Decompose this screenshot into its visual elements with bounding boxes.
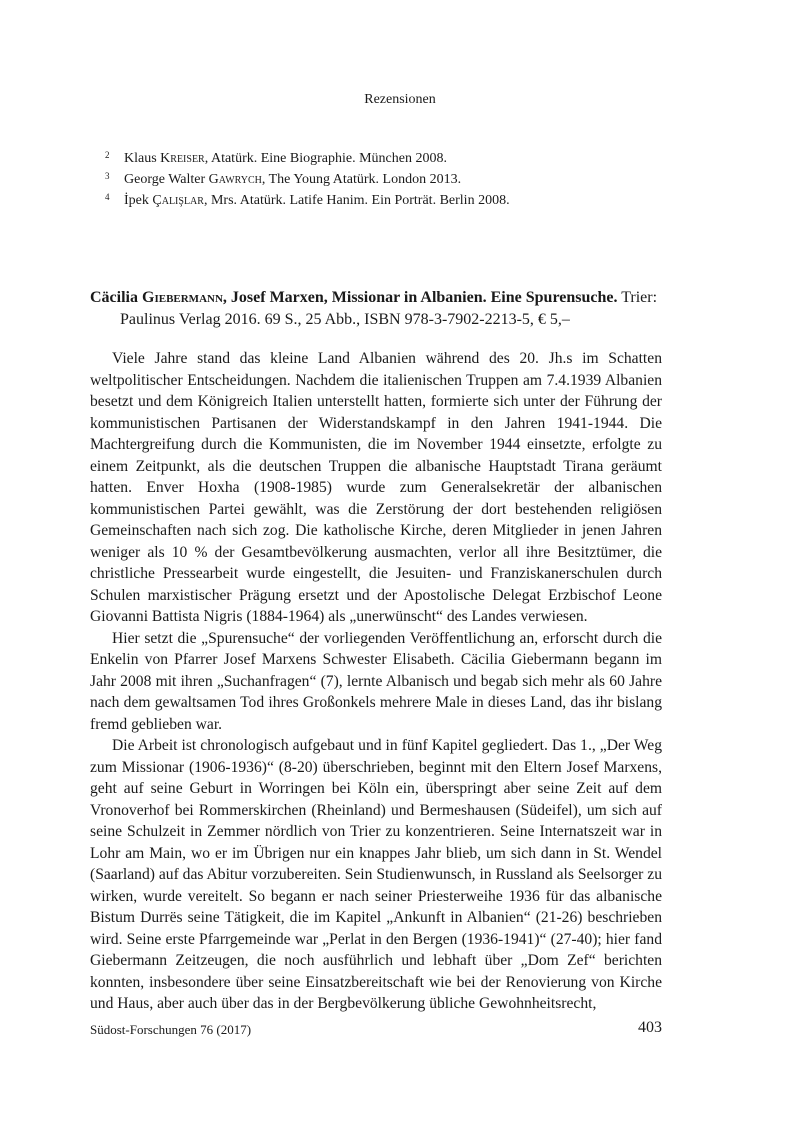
paragraph: Die Arbeit ist chronologisch aufgebaut und in fünf Kapitel gegliedert. Das 1., „Der Weg zum Missionar (1906-1936)“ (8-20) überschrieben, beginnt mit den Eltern Josef Marxens, geht auf seine Geburt in Worringen bei Köln ein, überspringt aber seine Zeit auf dem Vronoverhof bei Rommerskirchen (Rheinland) und Bermeshausen (Südeifel), um sich auf seine Schulzeit in Zemmer nördlich von Trier zu konzentrieren. Seine Internatszeit war in Lohr am Main, wo er im Übrigen nur ein knappes Jahr blieb, um sich dann in St. Wendel (Saarland) auf das Abitur vorzubereiten. Sein Studienwunsch, in Russland als Seelsorger zu wirken, wurde vereitelt. So begann er nach seiner Priesterweihe 1936 für das albanische Bistum Durrës seine Tätigkeit, die im Kapitel „Ankunft in Albanien“ (21-26) beschrieben wird. Seine erste Pfarrgemeinde war „Perlat in den Bergen (1936-1941)“ (27-40); hier fand Giebermann Zeitzeugen, die noch ausführlich und lebhaft über „Dom Zef“ berichten konnten, insbesondere über seine Einsatzbereitschaft wie bei der Renovierung von Kirche und Haus, aber auch über das in der Bergbevölkerung übliche Gewohnheitsrecht, (90, 737, 662, 1012)
review-publication: Paulinus Verlag 2016. 69 S., 25 Abb., ISBN 978-3-7902-2213-5, € 5,– (120, 311, 570, 328)
review-book-title: , Josef Marxen, Missionar in Albanien. Eine Spurensuche. (222, 289, 618, 306)
footnote-number: 4 (105, 192, 110, 202)
footnote (105, 190, 665, 211)
page-number: 403 (638, 1019, 662, 1036)
review-author-last: Giebermann (142, 289, 223, 306)
footnote-name: George Walter (124, 172, 209, 187)
footnote-surname: Kreiser (160, 151, 205, 166)
footnote-text: , Mrs. Atatürk. Latife Hanim. Ein Porträt. Berlin 2008. (203, 193, 510, 208)
footnote-text: , The Young Atatürk. London 2013. (261, 172, 462, 187)
footnote-name: Klaus (124, 151, 161, 166)
review-body (90, 348, 662, 1015)
footnote-name: İpek (124, 193, 153, 208)
review-heading (90, 287, 662, 331)
footnote-number: 3 (105, 171, 110, 181)
paragraph: Viele Jahre stand das kleine Land Albanien während des 20. Jh.s im Schatten weltpolitischer Entscheidungen. Nachdem die italienischen Truppen am 7.4.1939 Albanien besetzt und dem Königreich Italien unterstellt hatten, formierte sich unter der Führung der kommunistischen Partisanen der Widerstandskampf in den Jahren 1941-1944. Die Machtergreifung durch die Kommunisten, die im November 1944 einsetzte, erfolgte zu einem Zeitpunkt, als die deutschen Truppen die albanische Hauptstadt Tirana geräumt hatten. Enver Hoxha (1908-1985) wurde zum Generalsekretär der albanischen kommunistischen Partei gewählt, was die Zerstörung der dort bestehenden religiösen Gemeinschaften nach sich zog. Die katholische Kirche, deren Mitglieder in jenen Jahren weniger als 10 % der Gesamtbevölkerung ausmachten, verlor all ihre Besitztümer, die christliche Pressearbeit wurde eingestellt, die Jesuiten- und Franziskanerschulen durch Schulen marxistischer Prägung ersetzt und der Apostolische Delegat Erzbischof Leone Giovanni Battista Nigris (1884-1964) als „unerwünscht“ des Landes verwiesen. (90, 350, 662, 625)
review-author-first: Cäcilia (90, 289, 142, 306)
footnote-text: , Atatürk. Eine Biographie. München 2008. (204, 151, 447, 166)
paragraph: Hier setzt die „Spurensuche“ der vorliegenden Veröffentlichung an, erforscht durch die Enkelin von Pfarrer Josef Marxens Schwester Elisabeth. Cäcilia Giebermann begann im Jahr 2008 mit ihren „Suchanfragen“ (7), lernte Albanisch und begab sich mehr als 60 Jahre nach dem gewaltsamen Tod ihres Großonkels mehrere Male in dieses Land, das ihr bislang fremd geblieben war. (90, 629, 662, 733)
footnote-surname: Gawrych (208, 172, 262, 187)
footnote-surname: Çalışlar (152, 193, 204, 208)
footer-journal: Südost-Forschungen 76 (2017) (90, 1022, 252, 1037)
footnote (105, 169, 665, 190)
footnote-number: 2 (105, 150, 110, 160)
running-head: Rezensionen (364, 92, 436, 107)
footnote (105, 148, 665, 169)
review-place: Trier: (617, 289, 658, 306)
footnotes (105, 148, 665, 211)
